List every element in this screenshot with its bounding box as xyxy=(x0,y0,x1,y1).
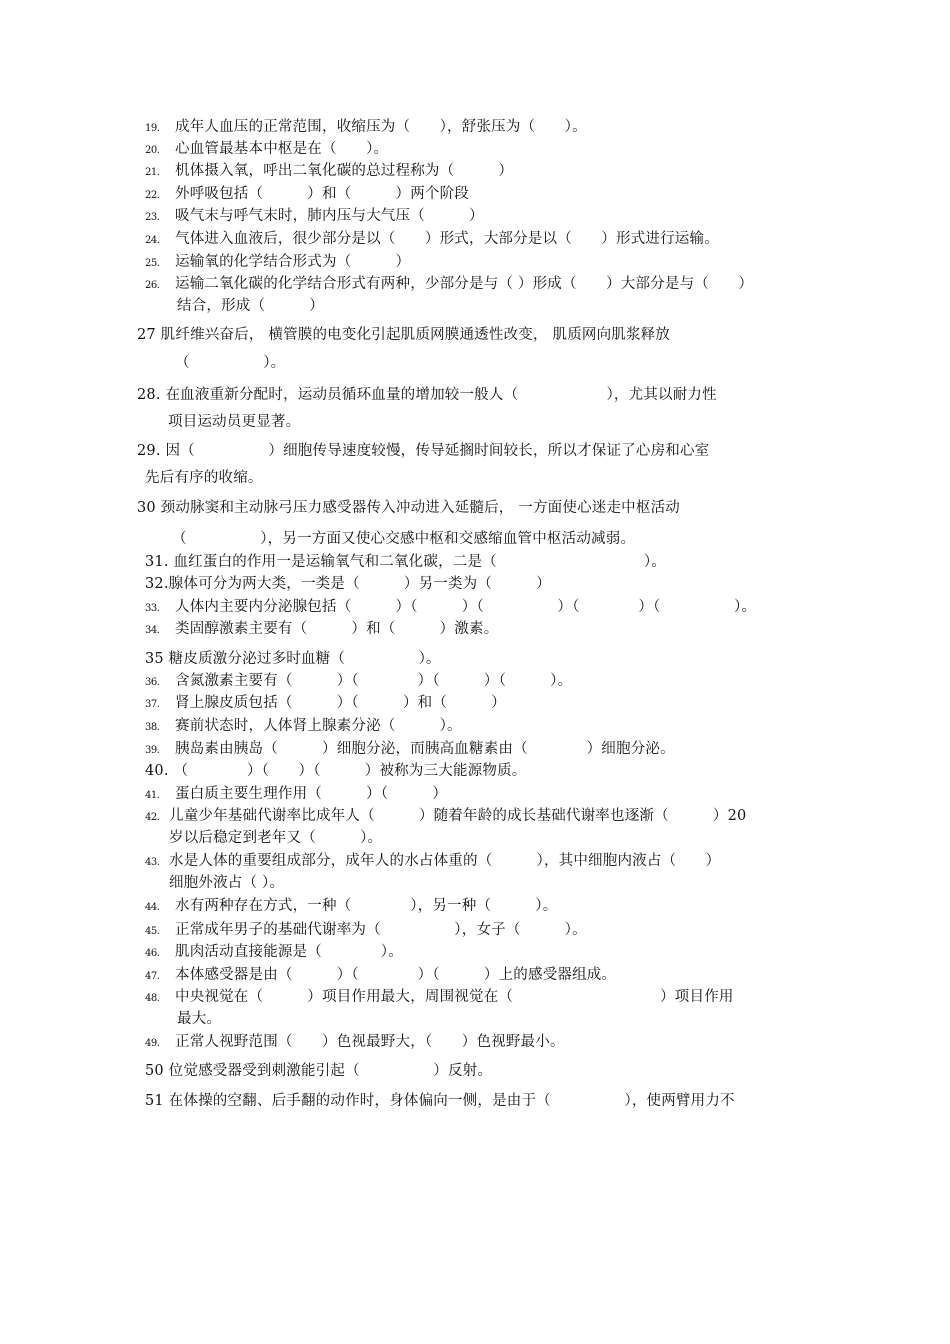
question-25: 25. 运输氧的化学结合形式为（ ） xyxy=(145,254,411,270)
question-22: 22. 外呼吸包括（ ）和（ ）两个阶段 xyxy=(145,186,469,202)
question-46: 46. 肌肉活动直接能源是（ ）。 xyxy=(145,944,403,960)
question-50: 50 位觉感受器受到刺激能引起（ ）反射。 xyxy=(145,1063,493,1079)
question-20: 20. 心血管最基本中枢是在（ ）。 xyxy=(145,141,389,157)
question-27-cont: （ ）。 xyxy=(175,355,286,371)
question-28: 28. 在血液重新分配时，运动员循环血量的增加较一般人（ ），尤其以耐力性 xyxy=(137,387,717,403)
question-30-cont: （ ），另一方面又使心交感中枢和交感缩血管中枢活动减弱。 xyxy=(172,531,636,547)
question-30: 30 颈动脉窦和主动脉弓压力感受器传入冲动进入延髓后， 一方面使心迷走中枢活动 xyxy=(137,500,680,516)
question-48-cont: 最大。 xyxy=(177,1011,222,1027)
question-32: 32.腺体可分为两大类，一类是（ ）另一类为（ ） xyxy=(145,576,551,592)
question-19: 19. 成年人血压的正常范围，收缩压为（ ），舒张压为（ ）。 xyxy=(145,119,587,135)
question-42: 42. 儿童少年基础代谢率比成年人（ ）随着年龄的成长基础代谢率也逐渐（ ）20 xyxy=(145,808,747,824)
question-23: 23. 吸气末与呼气末时，肺内压与大气压（ ） xyxy=(145,208,484,224)
question-44: 44. 水有两种存在方式，一种（ ），另一种（ ）。 xyxy=(145,898,558,914)
question-45: 45. 正常成年男子的基础代谢率为（ ），女子（ ）。 xyxy=(145,922,587,938)
question-33: 33. 人体内主要内分泌腺包括（ ）（ ）（ ）（ ）（ ）。 xyxy=(145,599,757,615)
question-39: 39. 胰岛素由胰岛（ ）细胞分泌，而胰高血糖素由（ ）细胞分泌。 xyxy=(145,741,675,757)
question-42-cont: 岁以后稳定到老年又（ ）。 xyxy=(169,830,383,846)
question-27: 27 肌纤维兴奋后， 横管膜的电变化引起肌质网膜通透性改变， 肌质网向肌浆释放 xyxy=(137,327,671,343)
question-41: 41. 蛋白质主要生理作用（ ）（ ） xyxy=(145,786,448,802)
question-35: 35 糖皮质激分泌过多时血糖（ ）。 xyxy=(145,651,441,667)
question-31: 31. 血红蛋白的作用一是运输氧气和二氧化碳，二是（ ）。 xyxy=(145,554,667,570)
question-51: 51 在体操的空翻、后手翻的动作时，身体偏向一侧，是由于（ ），使两臂用力不 xyxy=(145,1093,735,1109)
question-29-cont: 先后有序的收缩。 xyxy=(145,470,263,486)
question-37: 37. 肾上腺皮质包括（ ）（ ）和（ ） xyxy=(145,695,506,711)
question-34: 34. 类固醇激素主要有（ ）和（ ）激素。 xyxy=(145,621,499,637)
question-36: 36. 含氮激素主要有（ ）（ ）（ ）（ ）。 xyxy=(145,673,573,689)
question-38: 38. 赛前状态时，人体肾上腺素分泌（ ）。 xyxy=(145,718,462,734)
question-48: 48. 中央视觉在（ ）项目作用最大，周围视觉在（ ）项目作用 xyxy=(145,989,734,1005)
question-43-cont: 细胞外液占（ ）。 xyxy=(169,875,285,891)
question-40: 40. （ ）（ ）（ ）被称为三大能源物质。 xyxy=(145,763,527,779)
question-26-cont: 结合，形成（ ） xyxy=(177,298,324,314)
question-47: 47. 本体感受器是由（ ）（ ）（ ）上的感受器组成。 xyxy=(145,967,617,983)
question-43: 43. 水是人体的重要组成部分，成年人的水占体重的（ ），其中细胞内液占（ ） xyxy=(145,853,721,869)
question-24: 24. 气体进入血液后，很少部分是以（ ）形式，大部分是以（ ）形式进行运输。 xyxy=(145,231,719,247)
question-26: 26. 运输二氧化碳的化学结合形式有两种，少部分是与（ ）形成（ ）大部分是与（ ） xyxy=(145,276,754,292)
question-49: 49. 正常人视野范围（ ）色视最野大，（ ）色视野最小。 xyxy=(145,1034,565,1050)
question-28-cont: 项目运动员更显著。 xyxy=(168,414,301,430)
question-21: 21. 机体摄入氧，呼出二氧化碳的总过程称为（ ） xyxy=(145,163,514,179)
question-29: 29. 因（ ）细胞传导速度较慢，传导延搁时间较长，所以才保证了心房和心室 xyxy=(137,443,710,459)
